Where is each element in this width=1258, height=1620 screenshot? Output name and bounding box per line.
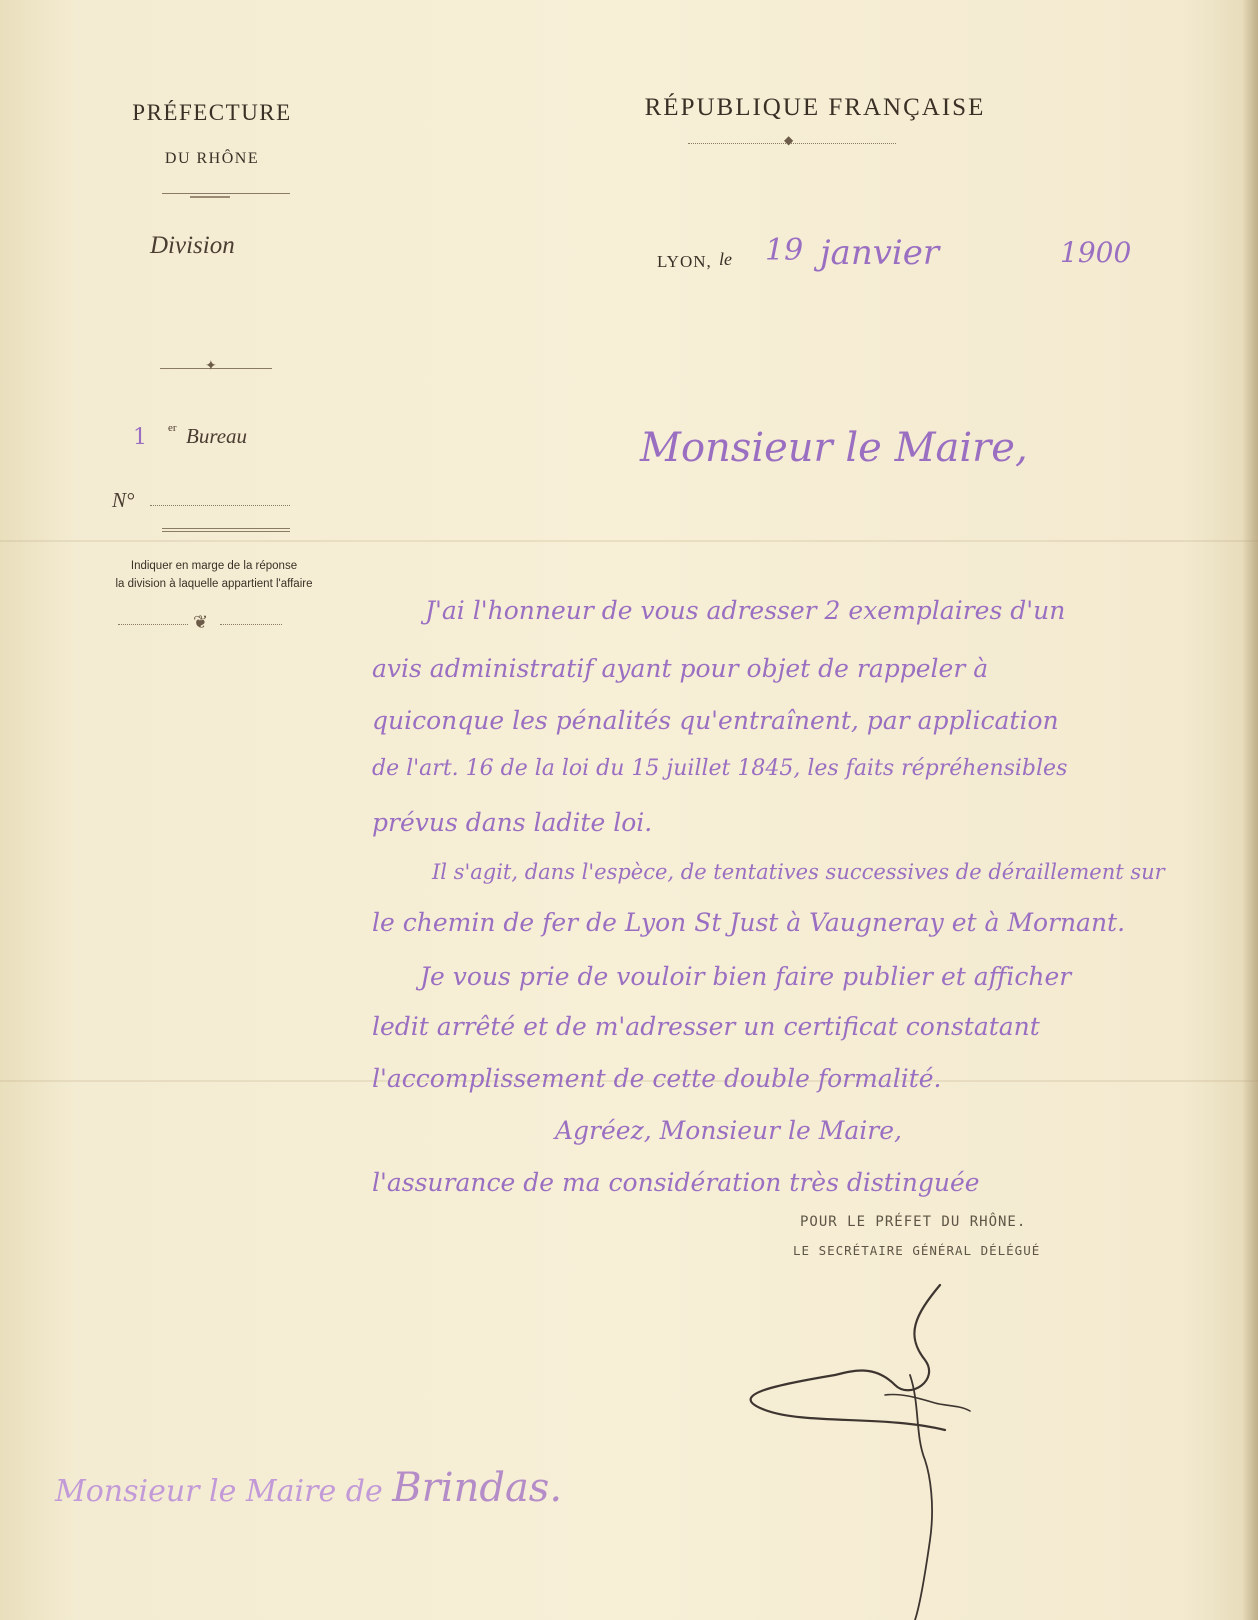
- body-line-10: l'accomplissement de cette double formalité.: [372, 1064, 942, 1093]
- republic-title: RÉPUBLIQUE FRANÇAISE: [644, 94, 986, 121]
- salutation: Monsieur le Maire,: [640, 425, 1028, 471]
- instruction-line-2: la division à laquelle appartient l'affaire: [115, 578, 313, 590]
- paper-fold: [0, 540, 1258, 542]
- section-divider: [162, 528, 290, 529]
- paper-edge-shadow: [1242, 0, 1258, 1620]
- ornament-rule-right: [220, 624, 282, 625]
- fleuron-icon: ❦: [193, 612, 209, 633]
- division-label: Division: [150, 232, 235, 259]
- closing-line-2: l'assurance de ma considération très distinguée: [372, 1168, 980, 1197]
- date-year: 1900: [1060, 236, 1132, 269]
- prefecture-title: PRÉFECTURE: [132, 100, 292, 125]
- city-le-label: le: [719, 249, 732, 269]
- body-line-3: quiconque les pénalités qu'entraînent, par application: [372, 706, 1059, 735]
- ornament-rule-left: [118, 624, 188, 625]
- bureau-superscript: er: [168, 422, 177, 434]
- body-line-1: J'ai l'honneur de vous adresser 2 exemplaires d'un: [425, 596, 1066, 625]
- body-line-6: Il s'agit, dans l'espèce, de tentatives successives de déraillement sur: [432, 860, 1165, 884]
- instruction-line-1: Indiquer en marge de la réponse: [130, 560, 298, 572]
- stamp-line-1: POUR LE PRÉFET DU RHÔNE.: [800, 1214, 1027, 1230]
- closing-line-1: Agréez, Monsieur le Maire,: [555, 1116, 902, 1145]
- body-line-5: prévus dans ladite loi.: [372, 808, 653, 837]
- republic-ornament-icon: ◆: [784, 133, 794, 147]
- date-day: 19: [765, 233, 804, 268]
- date-month: janvier: [820, 233, 940, 273]
- divider-ornament-icon: ✦: [205, 358, 217, 374]
- body-line-9: ledit arrêté et de m'adresser un certificat constatant: [372, 1012, 1040, 1041]
- header-divider-accent: [190, 196, 230, 198]
- stamp-line-2: LE SECRÉTAIRE GÉNÉRAL DÉLÉGUÉ: [793, 1243, 1041, 1258]
- number-field-line: [150, 505, 290, 506]
- bureau-label: Bureau: [186, 424, 248, 448]
- prefecture-subtitle: DU RHÔNE: [164, 150, 260, 167]
- addressee-place: Brindas.: [392, 1465, 563, 1511]
- body-line-8: Je vous prie de vouloir bien faire publier et afficher: [420, 962, 1072, 991]
- body-line-2: avis administratif ayant pour objet de rappeler à: [372, 654, 989, 683]
- bureau-number: 1: [133, 425, 147, 450]
- number-label: N°: [112, 488, 135, 512]
- section-divider: [162, 531, 290, 532]
- city-label: LYON,: [657, 252, 712, 271]
- signature: [735, 1275, 1005, 1620]
- body-line-7: le chemin de fer de Lyon St Just à Vaugneray et à Mornant.: [372, 908, 1126, 937]
- addressee: [55, 1465, 562, 1511]
- body-line-4: de l'art. 16 de la loi du 15 juillet 1845, les faits répréhensibles: [372, 756, 1068, 781]
- header-divider: [162, 193, 290, 194]
- addressee-prefix: Monsieur le Maire de: [55, 1474, 383, 1509]
